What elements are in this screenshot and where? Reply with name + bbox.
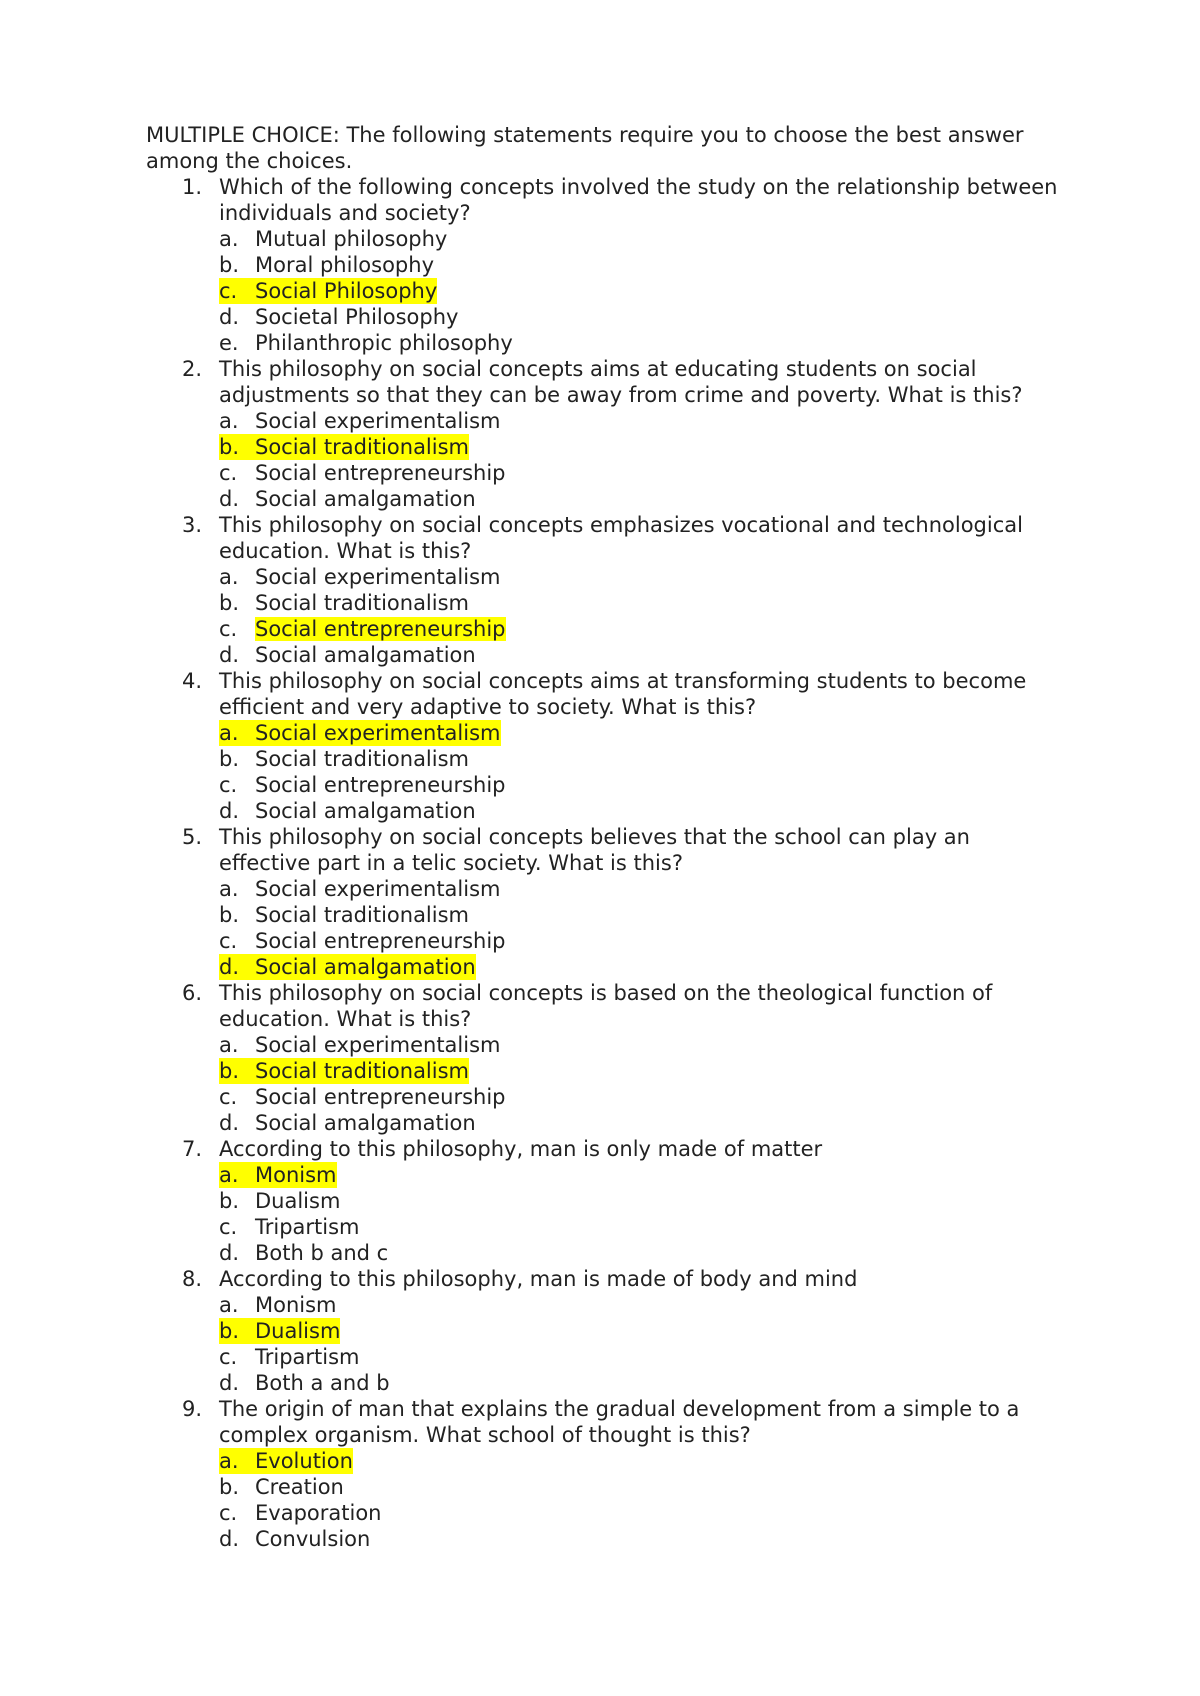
answer-highlight — [219, 720, 501, 746]
option-letter: d. — [219, 799, 240, 823]
option-text: Social amalgamation — [255, 799, 476, 823]
option-item — [219, 642, 1066, 668]
question-number: 3. — [182, 513, 203, 537]
option-letter: a. — [219, 409, 239, 433]
option-letter: d. — [219, 1371, 240, 1395]
option-letter: d. — [219, 305, 240, 329]
option-item — [219, 798, 1066, 824]
answer-option — [219, 1162, 1066, 1188]
option-item — [219, 1084, 1066, 1110]
option-text: Social traditionalism — [255, 903, 469, 927]
option-item — [219, 746, 1066, 772]
answer-highlight — [219, 278, 437, 304]
option-text: Social amalgamation — [255, 955, 476, 979]
question-item — [146, 1266, 1066, 1396]
answer-option — [219, 278, 1066, 304]
question-number: 5. — [182, 825, 203, 849]
option-text: Philanthropic philosophy — [255, 331, 513, 355]
question-item — [146, 356, 1066, 512]
option-list — [219, 720, 1066, 824]
option-letter: e. — [219, 331, 239, 355]
question-number: 1. — [182, 175, 203, 199]
option-letter: c. — [219, 1501, 238, 1525]
question-text: The origin of man that explains the gradual development from a simple to a complex organism. What school of thought is this? — [219, 1397, 1020, 1447]
question-item — [146, 1396, 1066, 1552]
option-item — [219, 564, 1066, 590]
option-letter: b. — [219, 1475, 240, 1499]
option-list — [219, 1292, 1066, 1396]
option-letter: b. — [219, 903, 240, 927]
answer-highlight — [219, 1162, 337, 1188]
option-text: Social entrepreneurship — [255, 461, 506, 485]
option-letter: d. — [219, 955, 240, 979]
question-number: 2. — [182, 357, 203, 381]
option-text: Social entrepreneurship — [255, 1085, 506, 1109]
option-text: Social experimentalism — [255, 409, 501, 433]
answer-option — [219, 1448, 1066, 1474]
question-item — [146, 824, 1066, 980]
option-text: Social experimentalism — [255, 877, 501, 901]
document-page — [146, 122, 1066, 1552]
option-item — [219, 1110, 1066, 1136]
option-text: Social entrepreneurship — [255, 773, 506, 797]
option-list — [219, 1448, 1066, 1552]
question-text: This philosophy on social concepts emphasizes vocational and technological education. What is this? — [219, 513, 1023, 563]
option-letter: c. — [219, 1085, 238, 1109]
option-item — [219, 1240, 1066, 1266]
question-number: 6. — [182, 981, 203, 1005]
option-item — [219, 772, 1066, 798]
option-text: Social traditionalism — [255, 591, 469, 615]
answer-option — [219, 434, 1066, 460]
option-text: Social experimentalism — [255, 565, 501, 589]
option-text: Social traditionalism — [255, 747, 469, 771]
option-letter: a. — [219, 565, 239, 589]
option-letter: b. — [219, 591, 240, 615]
option-letter: b. — [219, 1319, 240, 1343]
option-item — [219, 1500, 1066, 1526]
option-letter: b. — [219, 435, 240, 459]
option-item — [219, 330, 1066, 356]
option-item — [219, 590, 1066, 616]
option-text: Convulsion — [255, 1527, 371, 1551]
option-item — [219, 876, 1066, 902]
option-item — [219, 252, 1066, 278]
answer-option — [219, 954, 1066, 980]
option-letter: c. — [219, 1345, 238, 1369]
question-item — [146, 980, 1066, 1136]
answer-highlight — [219, 1318, 340, 1344]
question-text: Which of the following concepts involved the study on the relationship between individuals and society? — [219, 175, 1058, 225]
answer-highlight — [219, 434, 469, 460]
option-letter: c. — [219, 929, 238, 953]
option-text: Monism — [255, 1293, 337, 1317]
option-text: Social experimentalism — [255, 1033, 501, 1057]
option-item — [219, 1032, 1066, 1058]
option-letter: d. — [219, 1111, 240, 1135]
question-text: This philosophy on social concepts believes that the school can play an effective part in a telic society. What is this? — [219, 825, 970, 875]
option-text: Evolution — [255, 1449, 353, 1473]
option-text: Dualism — [255, 1319, 341, 1343]
option-text: Moral philosophy — [255, 253, 434, 277]
option-text: Both a and b — [255, 1371, 390, 1395]
option-letter: c. — [219, 617, 238, 641]
option-letter: b. — [219, 253, 240, 277]
option-letter: a. — [219, 721, 239, 745]
option-list — [219, 1032, 1066, 1136]
option-list — [219, 226, 1066, 356]
option-list — [219, 876, 1066, 980]
question-item — [146, 1136, 1066, 1266]
question-text: This philosophy on social concepts aims at educating students on social adjustments so that they can be away from crime and poverty. What is this? — [219, 357, 1023, 407]
option-letter: d. — [219, 1527, 240, 1551]
option-text: Social traditionalism — [255, 435, 469, 459]
option-letter: c. — [219, 1215, 238, 1239]
option-text: Both b and c — [255, 1241, 389, 1265]
question-text: This philosophy on social concepts is based on the theological function of education. What is this? — [219, 981, 993, 1031]
option-text: Societal Philosophy — [255, 305, 459, 329]
option-letter: a. — [219, 1293, 239, 1317]
option-letter: d. — [219, 1241, 240, 1265]
option-list — [219, 1162, 1066, 1266]
option-text: Evaporation — [255, 1501, 382, 1525]
option-text: Mutual philosophy — [255, 227, 448, 251]
option-item — [219, 226, 1066, 252]
option-text: Social entrepreneurship — [255, 929, 506, 953]
question-text: According to this philosophy, man is made of body and mind — [219, 1267, 858, 1291]
option-item — [219, 902, 1066, 928]
option-letter: a. — [219, 1449, 239, 1473]
option-text: Monism — [255, 1163, 337, 1187]
option-item — [219, 1474, 1066, 1500]
option-item — [219, 1344, 1066, 1370]
option-letter: c. — [219, 461, 238, 485]
option-list — [219, 408, 1066, 512]
option-letter: a. — [219, 1033, 239, 1057]
option-item — [219, 1526, 1066, 1552]
option-item — [219, 1188, 1066, 1214]
question-list — [146, 174, 1066, 1552]
option-text: Tripartism — [255, 1345, 360, 1369]
option-letter: d. — [219, 487, 240, 511]
answer-option — [219, 1058, 1066, 1084]
option-text: Social Philosophy — [255, 279, 438, 303]
option-letter: a. — [219, 1163, 239, 1187]
option-text: Social amalgamation — [255, 487, 476, 511]
option-item — [219, 1370, 1066, 1396]
option-item — [219, 1292, 1066, 1318]
option-item — [219, 460, 1066, 486]
option-text: Social amalgamation — [255, 643, 476, 667]
option-letter: b. — [219, 747, 240, 771]
answer-option — [219, 1318, 1066, 1344]
question-number: 8. — [182, 1267, 203, 1291]
option-text: Creation — [255, 1475, 344, 1499]
option-item — [219, 408, 1066, 434]
option-text: Social amalgamation — [255, 1111, 476, 1135]
question-number: 4. — [182, 669, 203, 693]
question-text: According to this philosophy, man is only made of matter — [219, 1137, 823, 1161]
instructions-text: MULTIPLE CHOICE: The following statements require you to choose the best answer among the choices. — [146, 123, 1024, 173]
question-text: This philosophy on social concepts aims at transforming students to become efficient and very adaptive to society. What is this? — [219, 669, 1027, 719]
answer-highlight — [219, 954, 476, 980]
option-letter: c. — [219, 279, 238, 303]
question-item — [146, 174, 1066, 356]
option-text: Social traditionalism — [255, 1059, 469, 1083]
answer-highlight: Social entrepreneurship — [255, 617, 506, 641]
option-list — [219, 564, 1066, 668]
answer-highlight — [219, 1058, 469, 1084]
option-letter: a. — [219, 227, 239, 251]
option-item — [219, 1214, 1066, 1240]
question-item — [146, 668, 1066, 824]
option-letter: b. — [219, 1189, 240, 1213]
option-letter: d. — [219, 643, 240, 667]
option-letter: c. — [219, 773, 238, 797]
answer-highlight — [219, 1448, 353, 1474]
option-letter: b. — [219, 1059, 240, 1083]
option-item — [219, 304, 1066, 330]
answer-option — [219, 616, 1066, 642]
option-text: Dualism — [255, 1189, 341, 1213]
option-letter: a. — [219, 877, 239, 901]
option-item — [219, 928, 1066, 954]
option-text: Tripartism — [255, 1215, 360, 1239]
question-number: 7. — [182, 1137, 203, 1161]
answer-option — [219, 720, 1066, 746]
option-item — [219, 486, 1066, 512]
question-number: 9. — [182, 1397, 203, 1421]
question-item — [146, 512, 1066, 668]
option-text: Social experimentalism — [255, 721, 501, 745]
